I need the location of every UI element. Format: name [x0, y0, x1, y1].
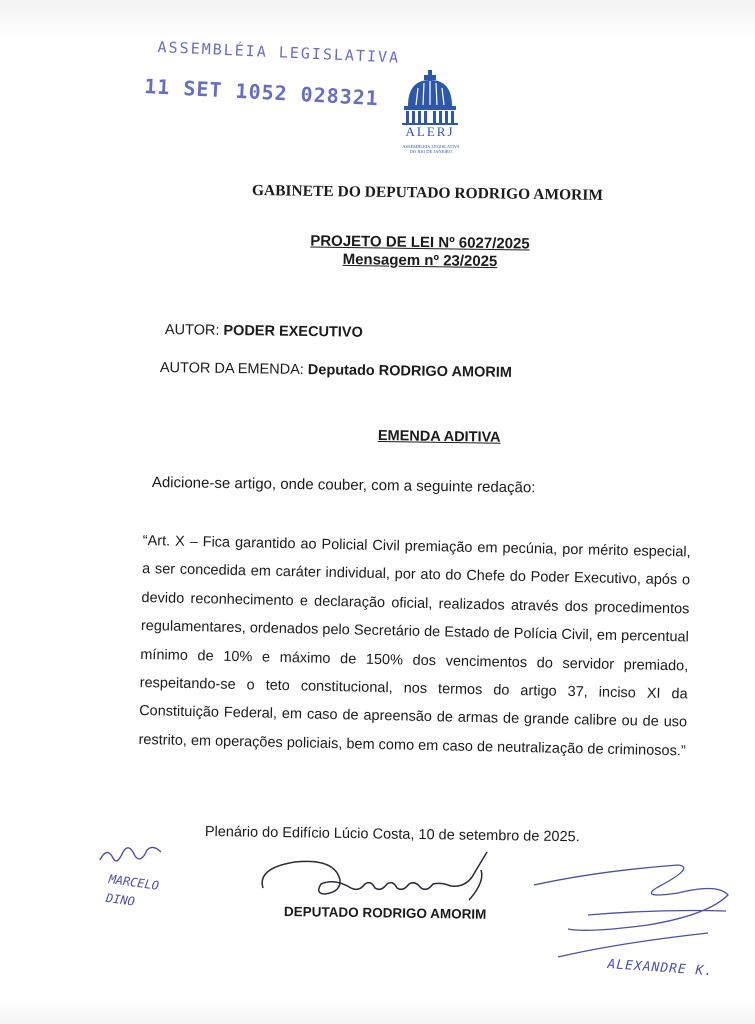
- handwritten-name-right: ALEXANDRE K.: [606, 957, 714, 980]
- protocol-stamp-title: ASSEMBLÉIA LEGISLATIVA: [157, 38, 401, 67]
- message-number: Mensagem nº 23/2025: [342, 250, 498, 271]
- article-text: “Art. X – Fica garantido ao Policial Civil premiação em pecúnia, por mérito especial, a ser concedida em caráter individual, por ato do Chefe do Poder Executivo, após o devido reconhecimento e declaração oficial, realizados através dos procedimentos regulamentares, ordenados pelo Secretário de Estado de Polícia Civil, em percentual mínimo de 10% e máximo de 150% dos vencimentos do servidor premiado, respeitando-se o teto constitucional, nos termos do artigo 37, inciso XI da Constituição Federal, em caso de apreensão de armas de grande calibre ou de uso restrito, em operações policiais, bem como em caso de neutralização de criminosos.”: [138, 532, 691, 760]
- signature-name: DEPUTADO RODRIGO AMORIM: [283, 904, 487, 922]
- signature-right-icon: [528, 855, 743, 960]
- office-heading: GABINETE DO DEPUTADO RODRIGO AMORIM: [251, 182, 604, 204]
- stamp-date: 11 SET 1052: [143, 74, 302, 107]
- handwritten-name-left: [105, 870, 160, 915]
- amendment-author-line: [160, 360, 512, 381]
- logo-subtitle: ASSEMBLEIA LEGISLATIVA DO RIO DE JANEIRO: [402, 144, 460, 154]
- amendment-author-value: Deputado RODRIGO AMORIM: [307, 362, 513, 381]
- author-label: AUTOR:: [164, 322, 224, 339]
- handwritten-left-line1: MARCELO: [107, 871, 160, 893]
- logo-name: ALERJ: [405, 124, 455, 139]
- signature-deputy-icon: [255, 848, 515, 908]
- amendment-author-label: AUTOR DA EMENDA:: [159, 360, 308, 379]
- amendment-intro: Adicione-se artigo, onde couber, com a seguinte redação:: [151, 474, 536, 497]
- protocol-stamp-date: [144, 74, 380, 110]
- author-line: [165, 322, 363, 341]
- bill-number: PROJETO DE LEI Nº 6027/2025: [310, 232, 530, 253]
- signature-left-icon: [95, 838, 175, 878]
- stamp-number: 028321: [300, 82, 380, 111]
- place-date: Plenário do Edifício Lúcio Costa, 10 de setembro de 2025.: [204, 824, 580, 846]
- amendment-title: EMENDA ADITIVA: [377, 428, 501, 446]
- author-value: PODER EXECUTIVO: [223, 322, 363, 341]
- handwritten-left-line2: DINO: [105, 890, 136, 909]
